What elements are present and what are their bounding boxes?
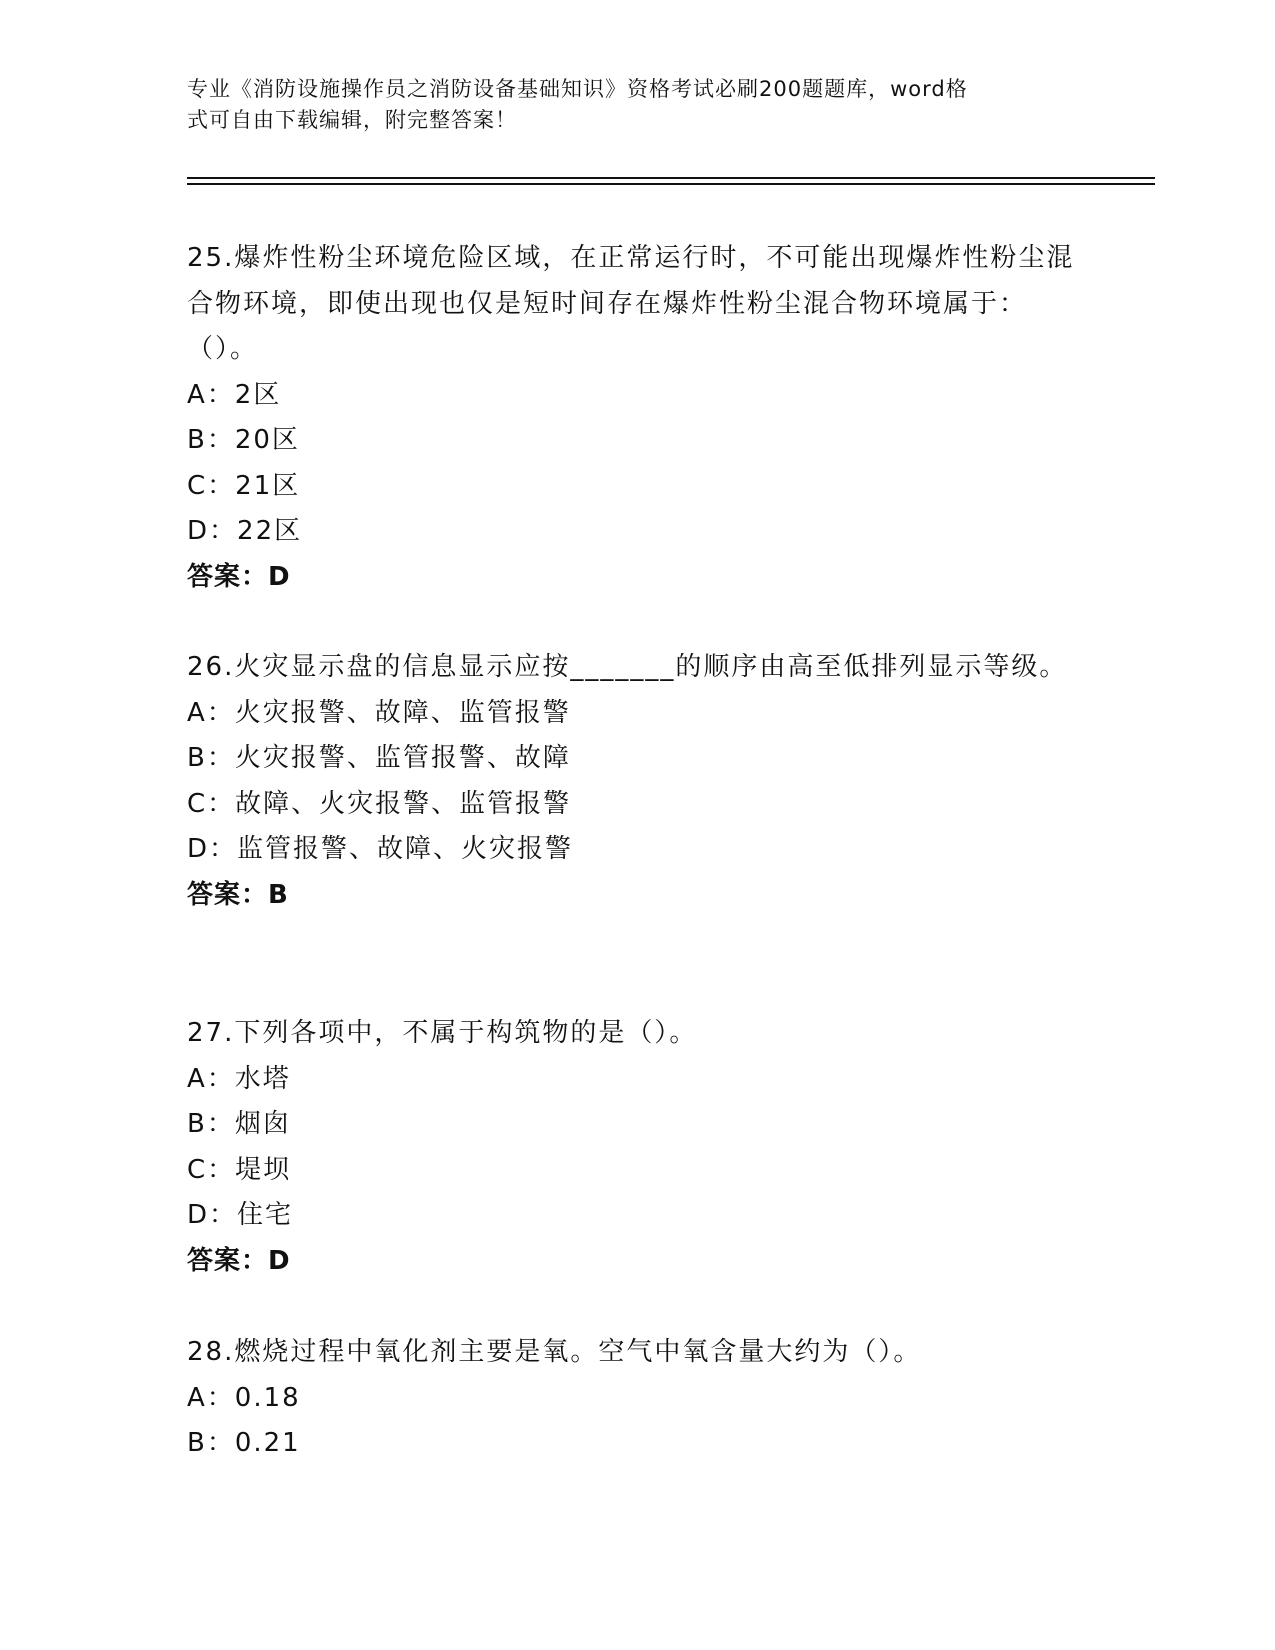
answer-text: 答案：D: [187, 561, 291, 592]
option-a: A：水塔: [187, 1063, 291, 1094]
option-a: A：0.18: [187, 1382, 301, 1413]
question-text: 28.燃烧过程中氧化剂主要是氧。空气中氧含量大约为（）。: [187, 1337, 922, 1367]
answer-text: 答案：B: [187, 879, 289, 910]
option-d: D：22区: [187, 516, 303, 546]
question-text: 26.火灾显示盘的信息显示应按_______的顺序由高至低排列显示等级。: [187, 652, 1068, 682]
option-a: A：2区: [187, 379, 282, 410]
option-c: C：堤坝: [187, 1154, 292, 1185]
option-a: A：火灾报警、故障、监管报警: [187, 697, 571, 728]
option-b: B：0.21: [187, 1428, 301, 1458]
option-c: C：21区: [187, 470, 301, 501]
option-c: C：故障、火灾报警、监管报警: [187, 788, 572, 819]
option-b: B：火灾报警、监管报警、故障: [187, 743, 571, 773]
header-line-1: 专业《消防设施操作员之消防设备基础知识》资格考试必刷200题题库，word格: [187, 77, 968, 101]
answer-text: 答案：D: [187, 1245, 291, 1276]
question-text: 27.下列各项中，不属于构筑物的是（）。: [187, 1018, 698, 1048]
question-text: 25.爆炸性粉尘环境危险区域，在正常运行时，不可能出现爆炸性粉尘混合物环境，即使出现也仅是短时间存在爆炸性粉尘混合物环境属于：（）。: [187, 243, 1075, 364]
header-divider-top: [187, 177, 1155, 179]
question-27: [187, 1011, 1077, 1284]
option-b: B：20区: [187, 425, 300, 455]
header-line-2: 式可自由下载编辑，附完整答案！: [187, 108, 517, 132]
document-header: [187, 74, 1067, 136]
question-28: [187, 1330, 1077, 1467]
question-26: [187, 645, 1077, 918]
option-d: D：监管报警、故障、火灾报警: [187, 834, 574, 864]
question-25: [187, 236, 1077, 600]
option-b: B：烟囱: [187, 1109, 291, 1139]
option-d: D：住宅: [187, 1200, 294, 1230]
header-divider-bottom: [187, 183, 1155, 185]
